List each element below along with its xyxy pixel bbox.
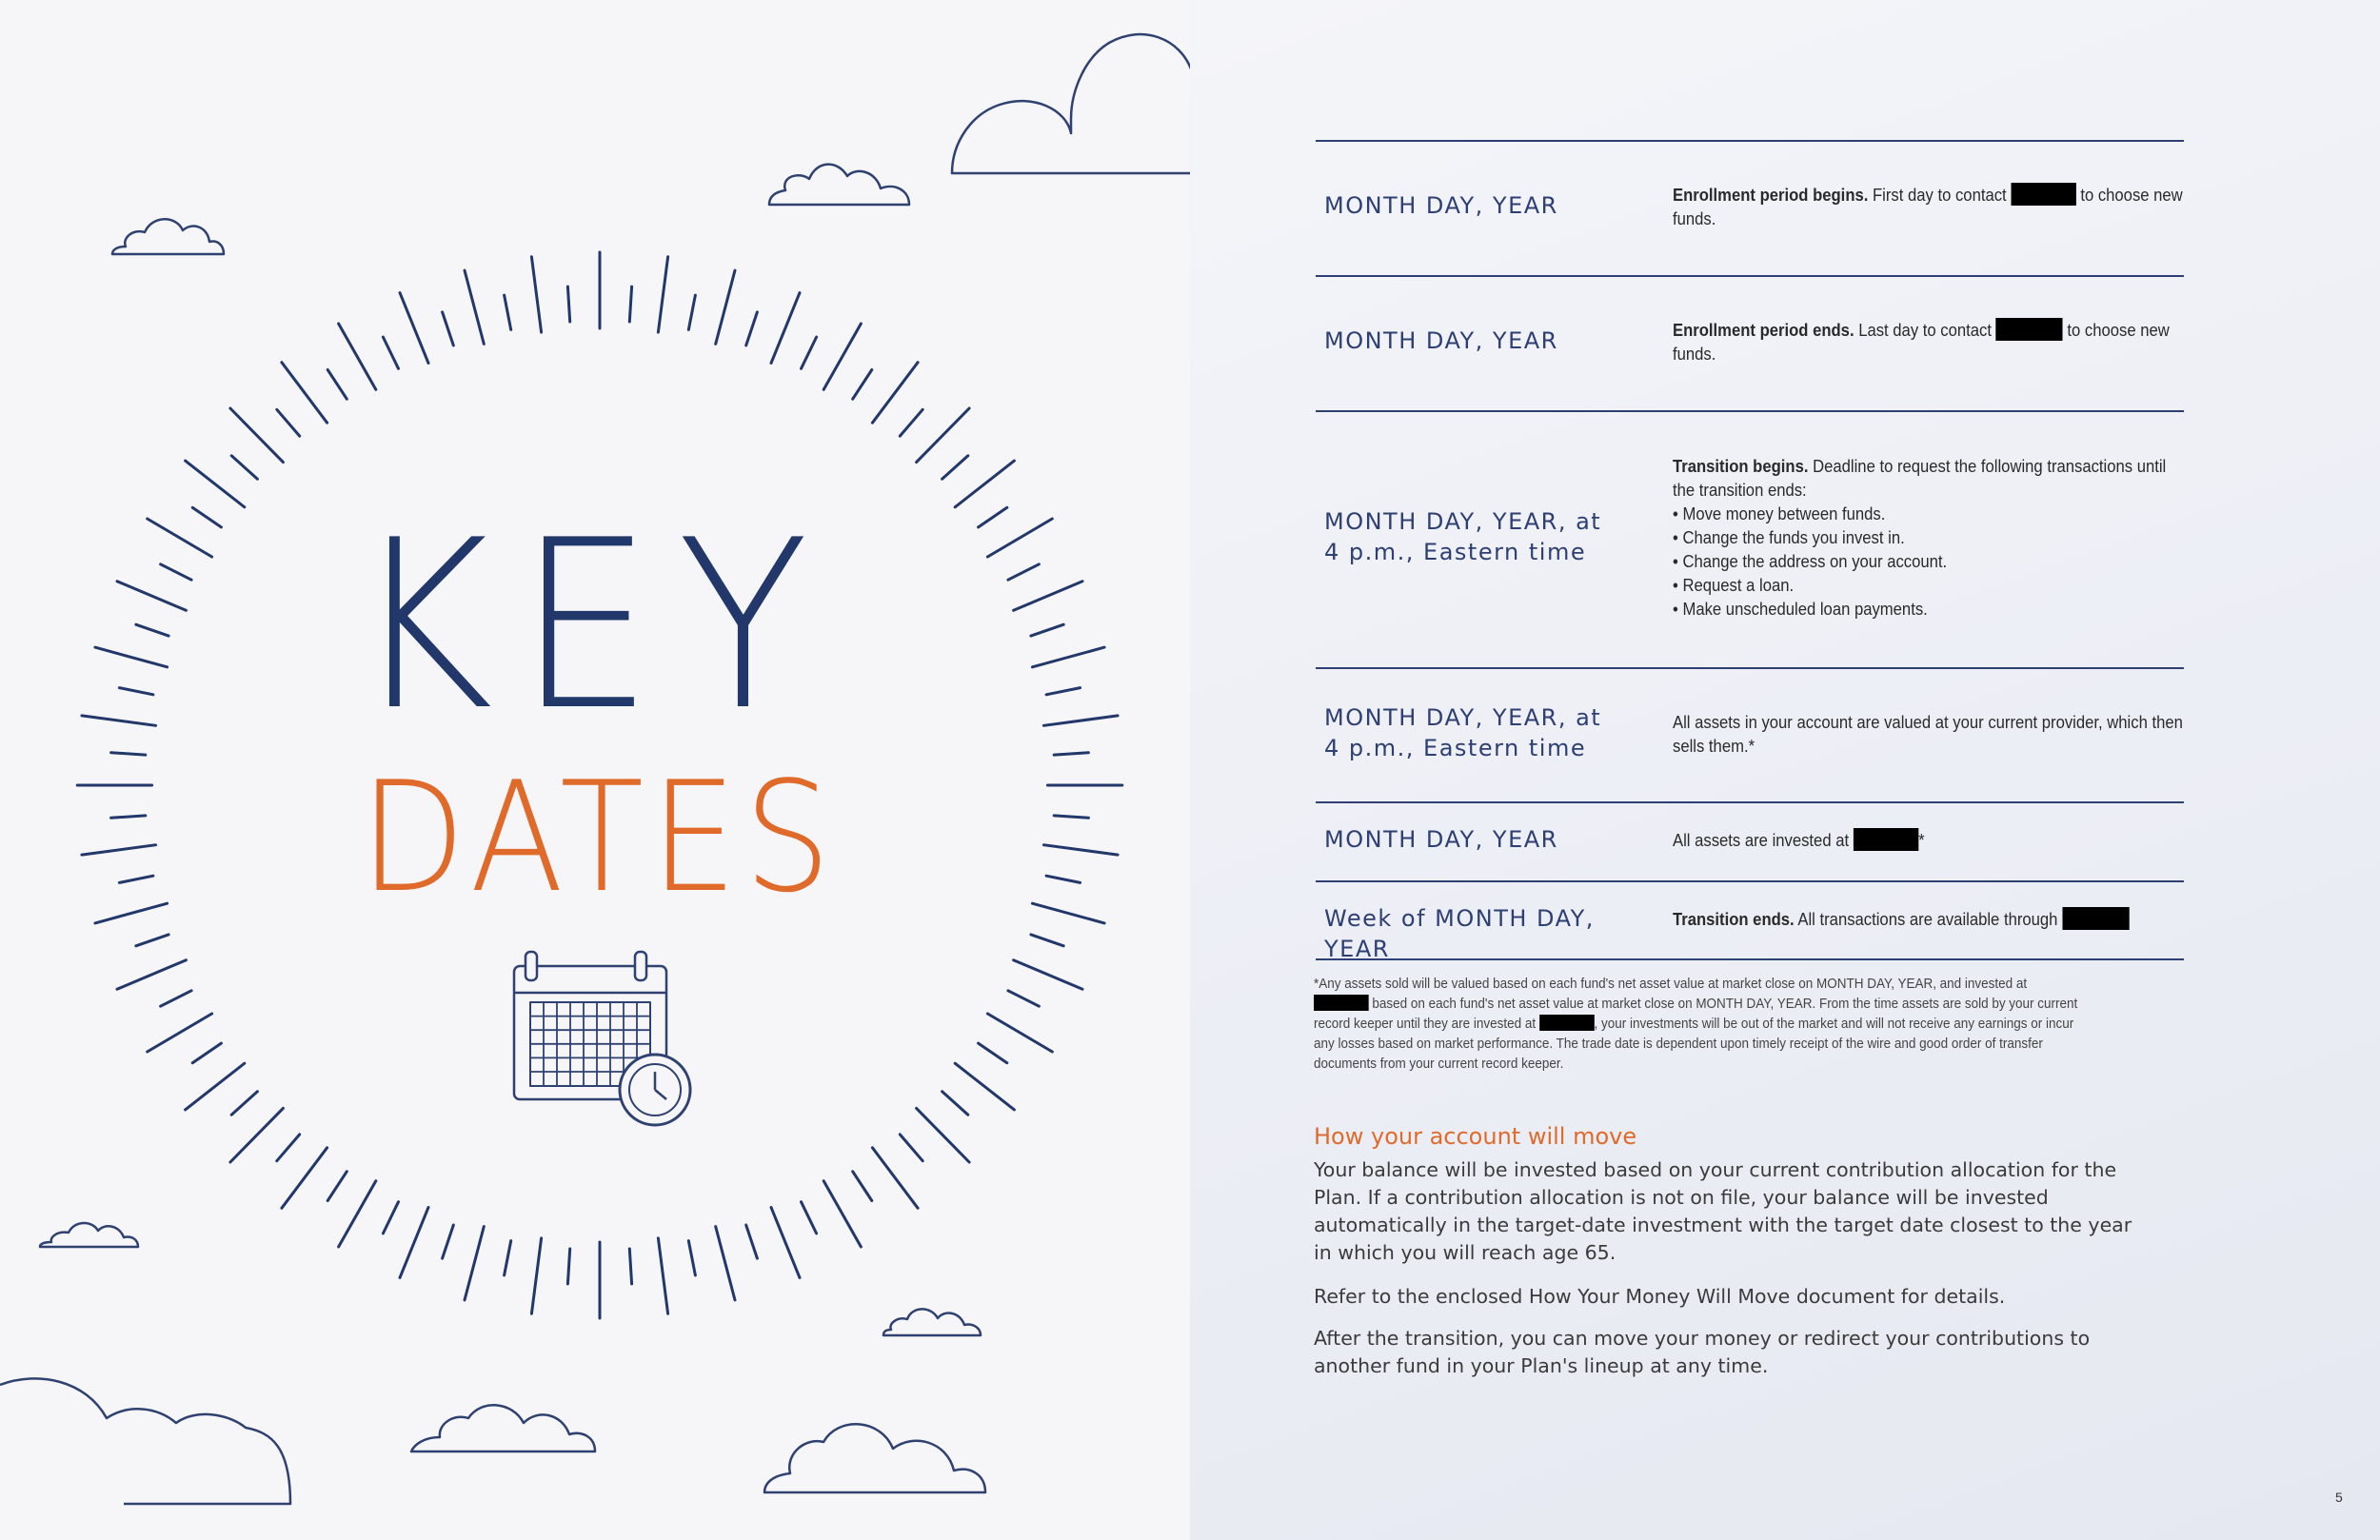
date-line: 4 p.m., Eastern time — [1324, 735, 1587, 761]
sunburst-ray — [339, 1181, 376, 1247]
event-text: to choose new funds. — [1673, 320, 2170, 364]
cloud-icon — [769, 165, 909, 205]
body-paragraph: Refer to the enclosed How Your Money Will Move document for details. — [1314, 1285, 2006, 1308]
event-text: All assets in your account are valued at your current provider, which then sells them.* — [1673, 712, 2183, 756]
sunburst-ray — [987, 519, 1052, 557]
sunburst-ray — [117, 582, 186, 611]
sunburst-ray — [95, 903, 168, 923]
cloud-icon — [883, 1309, 981, 1335]
sunburst-ray — [1032, 647, 1104, 667]
sunburst-ray — [1046, 688, 1081, 695]
sunburst-ray — [1043, 845, 1118, 855]
event-title: Transition ends. — [1673, 909, 1795, 929]
dates-title: DATES — [360, 748, 839, 926]
list-item: • Make unscheduled loan payments. — [1673, 597, 2187, 621]
sunburst-ray — [716, 1227, 735, 1300]
cloud-icon — [764, 1424, 985, 1492]
list-item: • Change the funds you invest in. — [1673, 525, 2187, 549]
sunburst-ray — [658, 1238, 667, 1313]
redaction-block — [1996, 318, 2063, 341]
table-divider — [1316, 667, 2184, 669]
redaction-block — [1539, 1015, 1595, 1031]
sunburst-ray — [443, 312, 454, 346]
sunburst-ray — [802, 1202, 817, 1234]
transaction-list — [1673, 502, 2187, 621]
sunburst-ray — [531, 1238, 541, 1313]
redaction-block — [1854, 828, 1918, 851]
sunburst-ray — [111, 753, 146, 755]
sunburst-ray — [979, 1043, 1007, 1063]
sunburst-ray — [119, 688, 152, 695]
sunburst-ray — [1014, 960, 1082, 990]
footnote-text: based on each fund's net asset value at market close on MONTH DAY, YEAR. From the time assets are sold by your current record keeper until they are invested at — [1314, 997, 2078, 1032]
event-description — [1673, 828, 2187, 852]
sunburst-ray — [161, 991, 192, 1006]
date-label — [1324, 506, 1648, 567]
sunburst-ray — [823, 324, 861, 389]
sunburst-ray — [629, 286, 631, 322]
sunburst-ray — [161, 564, 192, 580]
redaction-block — [2062, 907, 2129, 930]
sunburst-ray — [443, 1225, 454, 1258]
page-number: 5 — [2335, 1490, 2343, 1505]
list-item: • Request a loan. — [1673, 573, 2187, 597]
sunburst-ray — [688, 1241, 695, 1275]
event-description — [1673, 907, 2187, 931]
sunburst-ray — [1046, 876, 1081, 882]
sunburst-ray — [186, 1063, 245, 1110]
sunburst-ray — [1054, 816, 1088, 818]
sunburst-ray — [746, 1225, 758, 1258]
event-text: * — [1918, 830, 1925, 850]
sunburst-ray — [230, 1108, 284, 1162]
event-title: Enrollment period ends. — [1673, 320, 1854, 340]
sunburst-ray — [1031, 935, 1063, 946]
sunburst-ray — [917, 1108, 970, 1162]
sunburst-ray — [872, 1148, 918, 1209]
event-text: Last day to contact — [1854, 320, 1996, 340]
date-label: MONTH DAY, YEAR — [1324, 327, 1558, 354]
sunburst-ray — [567, 286, 569, 322]
sunburst-ray — [136, 624, 169, 636]
key-title: KEY — [352, 490, 834, 761]
sunburst-ray — [186, 461, 245, 507]
sunburst-ray — [465, 270, 484, 344]
event-description — [1673, 183, 2187, 230]
sunburst-ray — [117, 960, 186, 990]
sunburst-ray — [230, 408, 284, 463]
event-text: All transactions are available through — [1794, 909, 2063, 929]
event-text: Deadline to request the following transactions until the transition ends: — [1673, 456, 2167, 500]
clock-icon — [620, 1055, 690, 1125]
sunburst-ray — [567, 1249, 569, 1284]
sunburst-ray — [327, 1172, 347, 1201]
sunburst-ray — [688, 295, 695, 329]
sunburst-ray — [148, 519, 212, 557]
sunburst-ray — [82, 716, 156, 725]
cloud-icon — [112, 219, 224, 254]
table-divider — [1316, 275, 2184, 277]
sunburst-ray — [400, 293, 428, 364]
redaction-block — [1314, 995, 1369, 1011]
sunburst-ray — [231, 1092, 257, 1115]
sunburst-ray — [802, 337, 817, 368]
sunburst-ray — [82, 845, 156, 855]
sunburst-ray — [917, 408, 970, 463]
sunburst-ray — [1054, 753, 1088, 755]
sunburst-ray — [955, 461, 1014, 507]
sunburst-ray — [942, 1092, 968, 1115]
cloud-icon — [0, 1378, 290, 1504]
sunburst-ray — [853, 1172, 872, 1201]
date-label — [1324, 702, 1648, 763]
footnote-text: *Any assets sold will be valued based on each fund's net asset value at market close on MONTH DAY, YEAR, and invested at — [1314, 977, 2028, 992]
sunburst-ray — [95, 647, 168, 667]
table-divider — [1316, 801, 2184, 803]
date-line: 4 p.m., Eastern time — [1324, 539, 1587, 565]
body-paragraph: After the transition, you can move your money or redirect your contributions to another fund in your Plan's lineup at any time. — [1314, 1327, 2091, 1377]
sunburst-ray — [900, 1135, 922, 1161]
sunburst-ray — [629, 1249, 631, 1284]
event-text: to choose new funds. — [1673, 185, 2183, 228]
sunburst-ray — [282, 1148, 327, 1209]
sunburst-ray — [505, 1241, 511, 1275]
sunburst-ray — [119, 876, 152, 882]
event-text: All assets are invested at — [1673, 830, 1854, 850]
sunburst-ray — [383, 1202, 398, 1234]
sunburst-ray — [853, 370, 872, 400]
table-divider — [1316, 880, 2184, 882]
body-paragraph: Your balance will be invested based on your current contribution allocation for the Plan. If a contribution allocation is not on file, your balance will be invested automatically in the target-date investment with the target date closest to the year in which you will reach age 65. — [1314, 1158, 2132, 1264]
sunburst-ray — [277, 1135, 300, 1161]
event-title: Enrollment period begins. — [1673, 185, 1869, 205]
cloud-icon — [952, 34, 1190, 173]
date-label: Week of MONTH DAY, YEAR — [1324, 905, 1595, 962]
sunburst-ray — [277, 409, 300, 436]
sunburst-ray — [716, 270, 735, 344]
sunburst-ray — [400, 1208, 428, 1278]
sunburst-ray — [111, 816, 146, 818]
sunburst-ray — [339, 324, 376, 389]
sunburst-ray — [1043, 716, 1118, 725]
sunburst-ray — [1032, 903, 1104, 923]
sunburst-ray — [192, 1043, 221, 1063]
sunburst-ray — [979, 507, 1007, 527]
footnote — [1314, 975, 2084, 1075]
event-description — [1673, 710, 2187, 758]
sunburst-ray — [231, 456, 257, 479]
sunburst-ray — [1014, 582, 1082, 611]
date-line: MONTH DAY, YEAR, at — [1324, 704, 1602, 731]
section-heading: How your account will move — [1314, 1123, 1637, 1150]
sunburst-ray — [771, 293, 800, 364]
sunburst-ray — [872, 363, 918, 424]
sunburst-ray — [282, 363, 327, 424]
sunburst-ray — [746, 312, 758, 346]
date-label: MONTH DAY, YEAR — [1324, 826, 1558, 853]
event-description — [1673, 318, 2187, 365]
event-description — [1673, 454, 2187, 621]
sunburst-ray — [1031, 624, 1063, 636]
sunburst-ray — [823, 1181, 861, 1247]
sunburst-ray — [465, 1227, 484, 1300]
table-divider — [1316, 140, 2184, 142]
footnote-text: , your investments will be out of the market and will not receive any earnings or incur any losses based on market performance. The trade date is dependent upon timely receipt of the wire and good order of transfer documents from your current record keeper. — [1314, 1017, 2074, 1072]
list-item: • Move money between funds. — [1673, 502, 2187, 525]
sunburst-ray — [942, 456, 968, 479]
sunburst-ray — [383, 337, 398, 368]
sunburst-ray — [531, 257, 541, 332]
list-item: • Change the address on your account. — [1673, 549, 2187, 573]
redaction-block — [2011, 183, 2075, 206]
sunburst-ray — [771, 1208, 800, 1278]
date-label: MONTH DAY, YEAR — [1324, 192, 1558, 219]
event-title: Transition begins. — [1673, 456, 1809, 476]
sunburst-ray — [327, 370, 347, 400]
cloud-icon — [40, 1223, 138, 1247]
sunburst-ray — [136, 935, 169, 946]
table-divider — [1316, 410, 2184, 412]
event-text: First day to contact — [1868, 185, 2012, 205]
sunburst-ray — [658, 257, 667, 332]
sunburst-ray — [1008, 564, 1040, 580]
sunburst-ray — [987, 1014, 1052, 1052]
sunburst-ray — [955, 1063, 1014, 1110]
sunburst-ray — [505, 295, 511, 329]
sunburst-ray — [192, 507, 221, 527]
cloud-icon — [411, 1405, 595, 1451]
sunburst-ray — [148, 1014, 212, 1052]
sunburst-ray — [1008, 991, 1040, 1006]
date-line: MONTH DAY, YEAR, at — [1324, 508, 1602, 535]
sunburst-ray — [900, 409, 922, 436]
